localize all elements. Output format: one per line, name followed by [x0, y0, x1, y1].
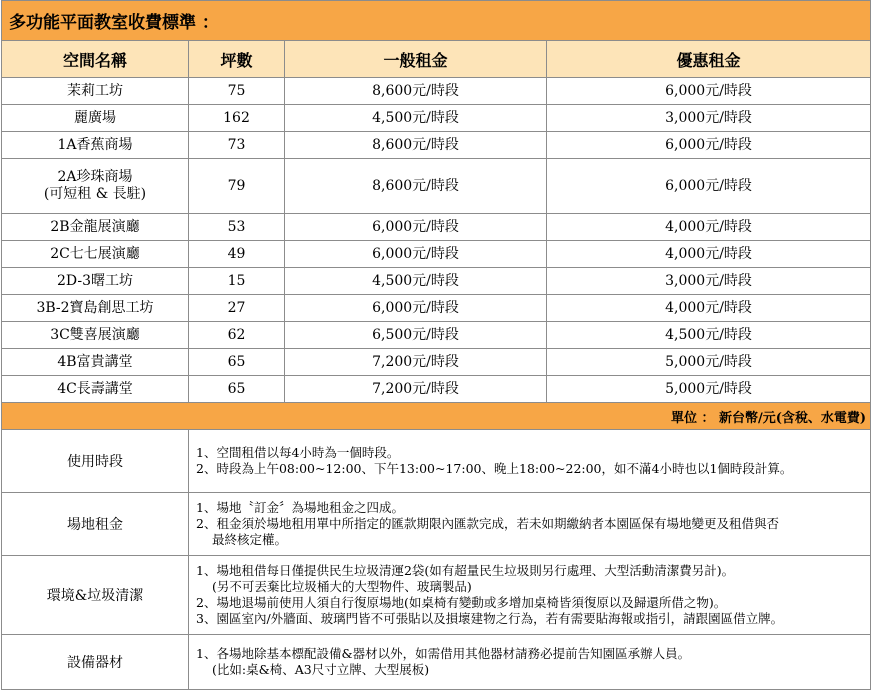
table-row	[2, 295, 871, 322]
space-area: 62	[189, 322, 285, 349]
table-row	[2, 322, 871, 349]
discount-rent: 4,000元/時段	[547, 214, 871, 241]
space-name-line2: (可短租 & 長駐)	[43, 186, 147, 202]
header-space: 空間名稱	[2, 41, 189, 78]
space-name: 3B-2寶島創思工坊	[2, 295, 189, 322]
space-area: 49	[189, 241, 285, 268]
notes-label: 場地租金	[2, 493, 189, 556]
space-area: 65	[189, 349, 285, 376]
space-area: 65	[189, 376, 285, 403]
discount-rent: 6,000元/時段	[547, 132, 871, 159]
discount-rent: 3,000元/時段	[547, 105, 871, 132]
space-name: 2D-3曙工坊	[2, 268, 189, 295]
space-name: 3C雙喜展演廳	[2, 322, 189, 349]
table-row	[2, 268, 871, 295]
space-area: 162	[189, 105, 285, 132]
notes-line: 2、租金須於場地租用單中所指定的匯款期限內匯款完成，若未如期繳納者本園區保有場地變更及租借與否	[196, 516, 779, 531]
general-rent: 7,200元/時段	[285, 349, 547, 376]
discount-rent: 6,000元/時段	[547, 78, 871, 105]
general-rent: 6,000元/時段	[285, 241, 547, 268]
notes-label: 使用時段	[2, 430, 189, 493]
space-area: 15	[189, 268, 285, 295]
discount-rent: 4,000元/時段	[547, 241, 871, 268]
discount-rent: 5,000元/時段	[547, 376, 871, 403]
title-row	[2, 1, 871, 41]
space-area: 79	[189, 159, 285, 214]
notes-text	[189, 493, 871, 556]
notes-line: (比如:桌&椅、A3尺寸立牌、大型展板)	[212, 662, 430, 677]
general-rent: 6,500元/時段	[285, 322, 547, 349]
general-rent: 8,600元/時段	[285, 159, 547, 214]
space-name-line1: 2A珍珠商場	[57, 169, 133, 185]
space-name: 4B富貴講堂	[2, 349, 189, 376]
table-row	[2, 241, 871, 268]
space-area: 53	[189, 214, 285, 241]
table-row	[2, 159, 871, 214]
fee-sheet	[1, 0, 870, 690]
space-area: 27	[189, 295, 285, 322]
table-row	[2, 376, 871, 403]
space-name: 2B金龍展演廳	[2, 214, 189, 241]
notes-line: 1、場地租借每日僅提供民生垃圾清運2袋(如有超量民生垃圾則另行處理、大型活動清潔費另計)。	[196, 563, 735, 578]
general-rent: 4,500元/時段	[285, 268, 547, 295]
general-rent: 4,500元/時段	[285, 105, 547, 132]
notes-line: 最終核定權。	[212, 532, 288, 547]
header-discount: 優惠租金	[547, 41, 871, 78]
notes-line: 1、各場地除基本標配設備&器材以外，如需借用其他器材請務必提前告知園區承辦人員。	[196, 646, 691, 661]
notes-line: 2、場地退場前使用人須自行復原場地(如桌椅有變動或多增加桌椅皆須復原以及歸還所借之物)。	[196, 595, 727, 610]
space-name	[2, 159, 189, 214]
unit-note: 單位 ： 新台幣/元(含稅、水電費)	[2, 403, 871, 430]
notes-text	[189, 635, 871, 690]
table-row	[2, 214, 871, 241]
space-name: 麗廣場	[2, 105, 189, 132]
notes-line: 1、空間租借以每4小時為一個時段。	[196, 445, 400, 460]
general-rent: 6,000元/時段	[285, 295, 547, 322]
table-row	[2, 78, 871, 105]
discount-rent: 3,000元/時段	[547, 268, 871, 295]
general-rent: 7,200元/時段	[285, 376, 547, 403]
header-area: 坪數	[189, 41, 285, 78]
header-general: 一般租金	[285, 41, 547, 78]
notes-row-rent	[2, 493, 871, 556]
discount-rent: 4,500元/時段	[547, 322, 871, 349]
notes-text	[189, 556, 871, 635]
table-row	[2, 132, 871, 159]
notes-line: 1、場地〝訂金〞為場地租金之四成。	[196, 500, 404, 515]
notes-row-usage	[2, 430, 871, 493]
header-row	[2, 41, 871, 78]
general-rent: 6,000元/時段	[285, 214, 547, 241]
notes-label: 設備器材	[2, 635, 189, 690]
notes-line: 3、園區室內/外牆面、玻璃門皆不可張貼以及損壞建物之行為，若有需要貼海報或指引，請跟園區借立牌。	[196, 611, 784, 626]
notes-row-equipment	[2, 635, 871, 690]
table-row	[2, 349, 871, 376]
notes-table	[1, 429, 871, 690]
space-name: 4C長壽講堂	[2, 376, 189, 403]
notes-line: 2、時段為上午08:00~12:00、下午13:00~17:00、晚上18:00~22:00，如不滿4小時也以1個時段計算。	[196, 461, 793, 476]
notes-row-cleaning	[2, 556, 871, 635]
page-title: 多功能平面教室收費標準 ：	[2, 1, 871, 41]
space-area: 73	[189, 132, 285, 159]
table-row	[2, 105, 871, 132]
discount-rent: 6,000元/時段	[547, 159, 871, 214]
discount-rent: 5,000元/時段	[547, 349, 871, 376]
notes-text	[189, 430, 871, 493]
unit-row	[2, 403, 871, 430]
fee-table	[1, 0, 871, 430]
space-name: 2C七七展演廳	[2, 241, 189, 268]
general-rent: 8,600元/時段	[285, 78, 547, 105]
general-rent: 8,600元/時段	[285, 132, 547, 159]
space-area: 75	[189, 78, 285, 105]
space-name: 1A香蕉商場	[2, 132, 189, 159]
space-name: 茉莉工坊	[2, 78, 189, 105]
notes-label: 環境&垃圾清潔	[2, 556, 189, 635]
discount-rent: 4,000元/時段	[547, 295, 871, 322]
notes-line: (另不可丟棄比垃圾桶大的大型物件、玻璃製品)	[212, 579, 472, 594]
